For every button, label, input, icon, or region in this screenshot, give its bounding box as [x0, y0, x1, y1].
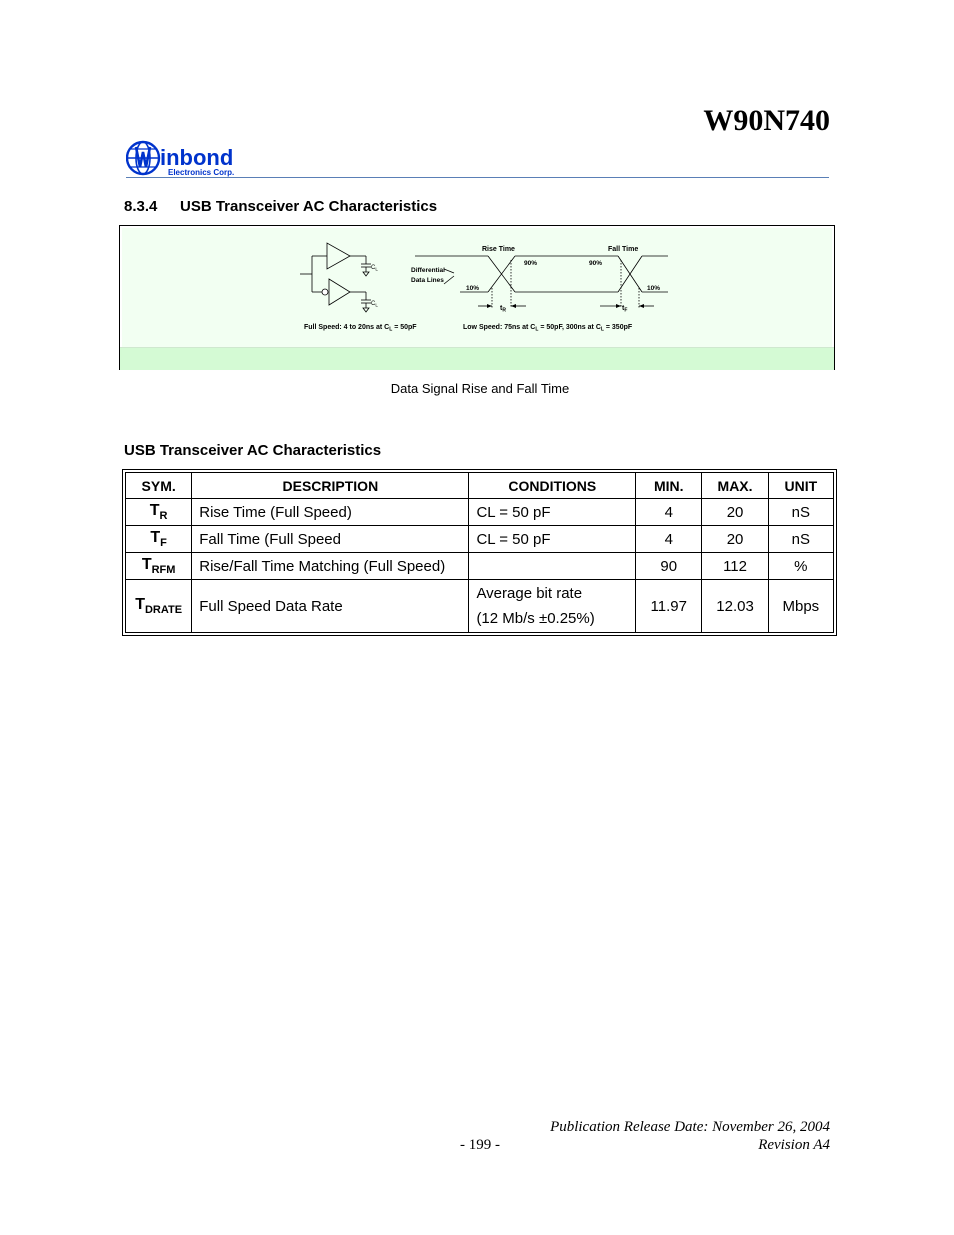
globe-icon	[127, 142, 159, 174]
cap-label-bottom: $C_L$	[371, 301, 378, 308]
figure-caption: Data Signal Rise and Fall Time	[390, 381, 570, 396]
cell-sym: $T_R$	[126, 499, 192, 526]
document-title: W90N740	[703, 104, 830, 137]
cell-description: Rise/Fall Time Matching (Full Speed)	[192, 553, 469, 580]
driver-buffer-bottom	[329, 279, 350, 305]
header-max: MAX.	[702, 473, 768, 499]
ac-characteristics-table	[122, 469, 837, 636]
cell-min: 90	[636, 553, 702, 580]
cell-description: Full Speed Data Rate	[192, 580, 469, 633]
cell-max: 12.03	[702, 580, 768, 633]
diff-lines-label-2: Data Lines	[411, 277, 444, 284]
pct90-left: 90%	[524, 260, 538, 267]
full-speed-note: Full Speed: 4 to 20ns at $C_L = 50pF$	[304, 324, 417, 333]
logo-subtitle: Electronics Corp.	[168, 168, 235, 177]
section-title: USB Transceiver AC Characteristics	[180, 198, 438, 215]
cell-conditions: Average bit rate (12 Mb/s ±0.25%)	[469, 580, 636, 633]
cell-max: 112	[702, 553, 768, 580]
tf-label: $t_F$	[622, 305, 628, 314]
table-row	[126, 526, 834, 553]
table-row	[126, 499, 834, 526]
header-sym: SYM.	[126, 473, 192, 499]
cell-sym: $T_{RFM}$	[126, 553, 192, 580]
cell-sym: $T_F$	[126, 526, 192, 553]
inverter-bubble	[322, 289, 328, 295]
cell-conditions: CL = 50 pF	[469, 526, 636, 553]
pct90-right: 90%	[589, 260, 603, 267]
header-unit: UNIT	[768, 473, 833, 499]
timing-figure	[119, 225, 835, 370]
winbond-logo	[126, 138, 256, 178]
low-speed-note: Low Speed: 75ns at $C_L = 50pF$, 300ns at $C_L = 350pF$	[463, 324, 633, 333]
cell-unit: %	[768, 553, 833, 580]
pct10-left: 10%	[466, 285, 480, 292]
table-row	[126, 580, 834, 633]
publication-date: Publication Release Date: November 26, 2004	[550, 1119, 830, 1135]
page-number: - 199 -	[460, 1137, 500, 1153]
header-rule	[126, 177, 829, 178]
cell-max: 20	[702, 526, 768, 553]
cell-unit: Mbps	[768, 580, 833, 633]
driver-buffer-top	[327, 243, 350, 269]
cell-max: 20	[702, 499, 768, 526]
pct10-right: 10%	[647, 285, 661, 292]
section-number: 8.3.4	[124, 198, 158, 215]
table-header-row	[126, 473, 834, 499]
waveform	[415, 256, 668, 308]
table-row	[126, 553, 834, 580]
diff-lines-label-1: Differential	[411, 267, 445, 274]
transceiver-schematic	[300, 243, 371, 312]
cell-sym: $T_{DRATE}$	[126, 580, 192, 633]
cell-description: Rise Time (Full Speed)	[192, 499, 469, 526]
rise-time-label: Rise Time	[482, 246, 515, 253]
cap-label-top: $C_L$	[371, 265, 378, 272]
logo-brand: inbond	[160, 145, 234, 170]
tr-label: $t_R$	[500, 305, 506, 314]
rise-fall-diagram	[120, 226, 834, 369]
cell-min: 4	[636, 526, 702, 553]
cell-unit: nS	[768, 499, 833, 526]
header-description: DESCRIPTION	[192, 473, 469, 499]
header-conditions: CONDITIONS	[469, 473, 636, 499]
section-heading	[124, 198, 437, 215]
revision: Revision A4	[758, 1137, 830, 1153]
cell-min: 11.97	[636, 580, 702, 633]
cell-description: Fall Time (Full Speed	[192, 526, 469, 553]
table-title: USB Transceiver AC Characteristics	[124, 442, 382, 459]
cell-conditions	[469, 553, 636, 580]
cell-unit: nS	[768, 526, 833, 553]
fall-time-label: Fall Time	[608, 246, 639, 253]
cell-min: 4	[636, 499, 702, 526]
header-min: MIN.	[636, 473, 702, 499]
cell-conditions: CL = 50 pF	[469, 499, 636, 526]
